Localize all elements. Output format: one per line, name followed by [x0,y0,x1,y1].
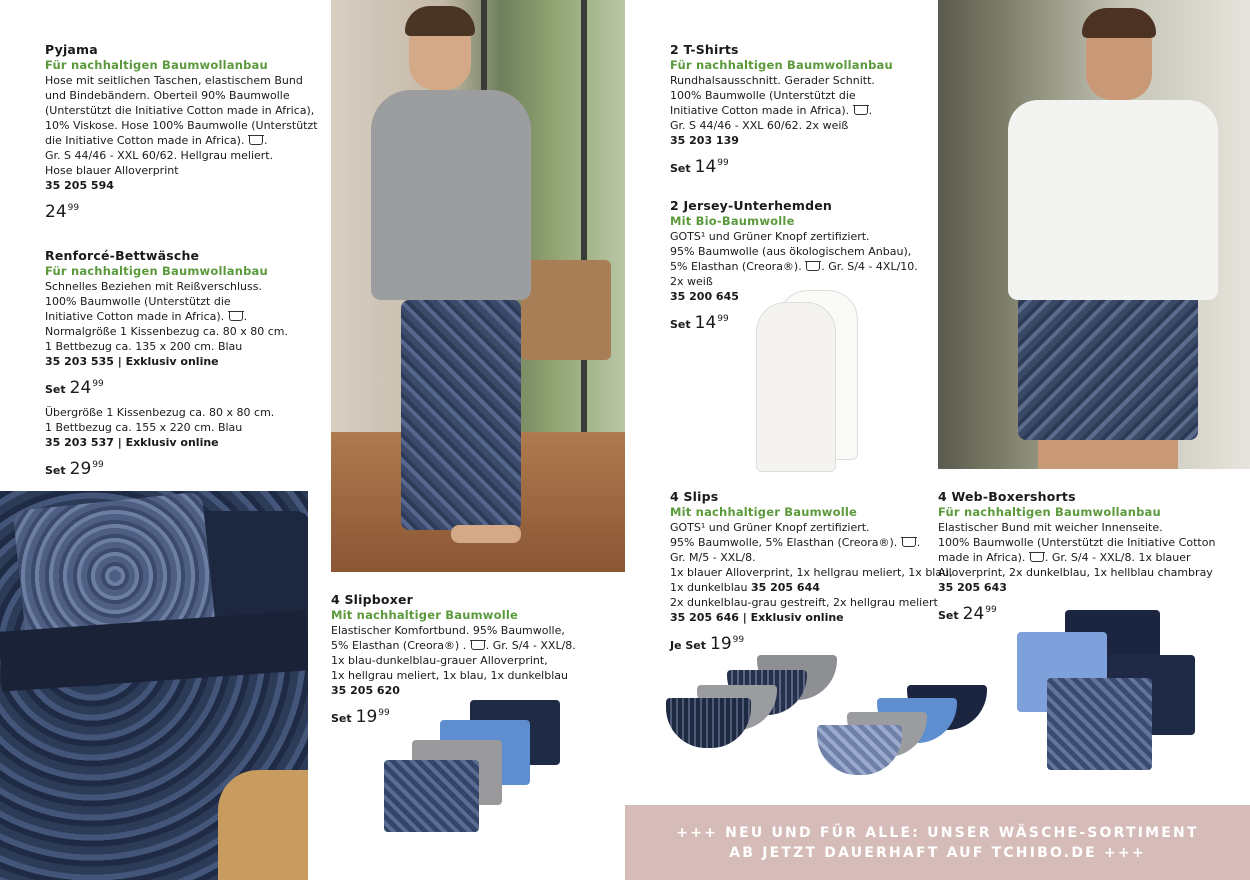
product-desc-line: 95% Baumwolle (aus ökologischem Anbau), [670,245,912,258]
product-bedding: Renforcé-Bettwäsche Für nachhaltigen Baumwollanbau Schnelles Beziehen mit Reißverschluss. 100% Baumwolle (Unterstützt die Initiative Cotton made in Africa). . Normalgröße 1 Kissenbezug ca. 80 x 80 cm. 1 Bettbezug ca. 135 x 200 cm. Blau 35 203 535 | Exklusiv online Set $24^{99}$ [45,248,315,401]
product-title: Renforcé-Bettwäsche [45,248,200,263]
product-desc-line: Initiative Cotton made in Africa). [670,104,850,117]
product-desc-line: Hose mit seitlichen Taschen, elastischem Bund [45,74,303,87]
product-desc-line: Elastischer Komfortbund. 95% Baumwolle, [331,624,565,637]
price-amount: 29 [69,459,92,479]
price-amount: 24 [69,378,92,398]
price-amount: 19 [355,707,378,727]
product-desc-line: 2x dunkelblau-grau gestreift, 2x hellgrau meliert [670,596,938,609]
price-cents: 99 [378,708,390,718]
undershirt-product-photo [750,290,870,475]
price-amount: 24 [962,604,985,624]
product-desc-line: 100% Baumwolle (Unterstützt die [45,295,231,308]
product-title: 4 Slips [670,489,719,504]
article-number: 35 203 537 | Exklusiv online [45,436,219,449]
size-range: . Gr. S/4 - 4XL/10. [821,260,918,273]
price-prefix: Set [331,712,352,725]
price-cents: 99 [92,379,104,389]
product-desc-line: Schnelles Beziehen mit Reißverschluss. [45,280,262,293]
wash-care-icon [229,311,243,321]
product-subtitle: Mit nachhaltiger Baumwolle [331,608,518,622]
slipboxer-product-photo [380,695,570,840]
product-desc-line: GOTS¹ und Grüner Knopf zertifiziert. [670,521,870,534]
product-desc-line: 2x weiß [670,275,713,288]
price [45,373,315,401]
product-desc-line: made in Africa). [938,551,1026,564]
price-cents: 99 [67,203,80,213]
product-title: 4 Web-Boxershorts [938,489,1076,504]
wash-care-icon [902,537,916,547]
price-prefix: Set [938,609,959,622]
price-cents: 99 [732,635,745,645]
price-amount: 14 [694,313,717,333]
product-subtitle: Mit Bio-Baumwolle [670,214,795,228]
product-desc-line: 1 Bettbezug ca. 155 x 220 cm. Blau [45,421,243,434]
product-desc-line: 1x blauer Alloverprint, 1x hellgrau meliert, 1x blau, [670,566,953,579]
product-desc-line: Alloverprint, 2x dunkelblau, 1x hellblau chambray [938,566,1213,579]
product-pyjama: Pyjama Für nachhaltigen Baumwollanbau Hose mit seitlichen Taschen, elastischem Bund und Bindebändern. Oberteil 90% Baumwolle (Unterstützt die Initiative Cotton made in Africa), 10% Viskose. Hose 100% Baumwolle (Unterstützt die Initiative Cotton made in Africa). . Gr. S 44/46 - XXL 60/62. Hellgrau meliert. Hose blauer Alloverprint 35 205 594 $24^{99}$ [45,42,315,225]
tshirt-model-photo [938,0,1250,469]
product-title: 4 Slipboxer [331,592,414,607]
product-desc-line: 95% Baumwolle, 5% Elasthan (Creora®). [670,536,898,549]
product-title: 2 Jersey-Unterhemden [670,198,832,213]
product-desc-line: die Initiative Cotton made in Africa). [45,134,245,147]
product-desc-line: 1x dunkelblau [670,581,748,594]
product-desc-line: Übergröße 1 Kissenbezug ca. 80 x 80 cm. [45,406,275,419]
pyjama-model-photo [331,0,625,572]
product-desc-line: und Bindebändern. Oberteil 90% Baumwolle [45,89,290,102]
banner-line: AB JETZT DAUERHAFT AUF TCHIBO.DE +++ [729,844,1146,861]
price-amount: 24 [45,202,67,222]
article-number: 35 205 594 [45,179,114,192]
product-desc-line: Gr. S 44/46 - XXL 60/62. 2x weiß [670,119,849,132]
product-subtitle: Für nachhaltigen Baumwollanbau [938,505,1161,519]
product-desc-line: Elastischer Bund mit weicher Innenseite. [938,521,1163,534]
product-desc-line: (Unterstützt die Initiative Cotton made in Africa), [45,104,315,117]
banner-line: +++ NEU UND FÜR ALLE: UNSER WÄSCHE-SORTIMENT [676,824,1199,841]
product-desc-line: 1 Bettbezug ca. 135 x 200 cm. Blau [45,340,243,353]
product-webshorts [938,489,1238,627]
product-desc-line: Hose blauer Alloverprint [45,164,179,177]
product-subtitle: Mit nachhaltiger Baumwolle [670,505,857,519]
price-prefix: Set [670,162,691,175]
product-desc-line: 1x blau-dunkelblau-grauer Alloverprint, [331,654,548,667]
article-number: 35 205 646 | Exklusiv online [670,611,844,624]
webshorts-product-photo [1015,610,1200,775]
article-number: 35 203 535 | Exklusiv online [45,355,219,368]
article-number: 35 205 643 [938,581,1007,594]
product-tshirts: 2 T-Shirts Für nachhaltigen Baumwollanbau Rundhalsausschnitt. Gerader Schnitt. 100% Baumwolle (Unterstützt die Initiative Cotton made in Africa). . Gr. S 44/46 - XXL 60/62. 2x weiß 35 203 139 Set $14^{99}$ [670,42,930,180]
price-amount: 19 [710,634,732,654]
article-number: 35 200 645 [670,290,739,303]
product-desc-line: Gr. M/5 - XXL/8. [670,551,756,564]
article-number: 35 205 644 [750,581,820,594]
product-title: 2 T-Shirts [670,42,739,57]
slips-product-photo [662,650,992,790]
promo-banner [625,805,1250,880]
product-desc-line: 10% Viskose. Hose 100% Baumwolle (Unterstützt [45,119,318,132]
size-range: . Gr. S/4 - XXL/8. [485,639,576,652]
product-desc-line: Gr. S 44/46 - XXL 60/62. Hellgrau meliert. [45,149,274,162]
product-desc-line: Rundhalsausschnitt. Gerader Schnitt. [670,74,875,87]
product-subtitle: Für nachhaltigen Baumwollanbau [45,264,268,278]
price-prefix: Set [45,464,66,477]
price-prefix: Set [45,383,66,396]
product-slips: 4 Slips Mit nachhaltiger Baumwolle GOTS¹ und Grüner Knopf zertifiziert. 95% Baumwolle, 5% Elasthan (Creora®). . Gr. M/5 - XXL/8. 1x blauer Alloverprint, 1x hellgrau meliert, 1x blau, 1x dunkelblau 35 205 644 2x dunkelblau-grau gestreift, 2x hellgrau meliert 35 205 646 | Exklusiv online Je Set $19^{99}$ [670,489,940,657]
price-cents: 99 [92,460,104,470]
article-number: 35 203 139 [670,134,739,147]
price [670,152,930,180]
product-desc-line: 100% Baumwolle (Unterstützt die [670,89,856,102]
product-desc-line: 5% Elasthan (Creora®) . [331,639,467,652]
product-subtitle: Für nachhaltigen Baumwollanbau [670,58,893,72]
product-desc-line: 100% Baumwolle (Unterstützt die Initiative Cotton [938,536,1216,549]
price [45,197,315,225]
wash-care-icon [854,105,868,115]
price [45,454,315,482]
product-bedding-oversize [45,405,315,482]
wash-care-icon [1030,552,1044,562]
product-desc-line: 1x hellgrau meliert, 1x blau, 1x dunkelblau [331,669,568,682]
product-desc-line: Normalgröße 1 Kissenbezug ca. 80 x 80 cm. [45,325,288,338]
bedding-photo [0,491,308,880]
price-cents: 99 [985,605,997,615]
price-cents: 99 [717,314,729,324]
wash-care-icon [471,640,485,650]
product-desc-line: Initiative Cotton made in Africa). [45,310,225,323]
product-desc-line: GOTS¹ und Grüner Knopf zertifiziert. [670,230,870,243]
product-title: Pyjama [45,42,98,57]
price-cents: 99 [717,158,729,168]
price-prefix: Set [670,318,691,331]
wash-care-icon [249,135,263,145]
wash-care-icon [806,261,820,271]
price-prefix: Je Set [670,639,707,652]
price-amount: 14 [694,157,717,177]
product-desc-line: 5% Elasthan (Creora®). [670,260,802,273]
size-range: . Gr. S/4 - XXL/8. 1x blauer [1044,551,1191,564]
product-subtitle: Für nachhaltigen Baumwollanbau [45,58,268,72]
article-number: 35 205 620 [331,684,400,697]
